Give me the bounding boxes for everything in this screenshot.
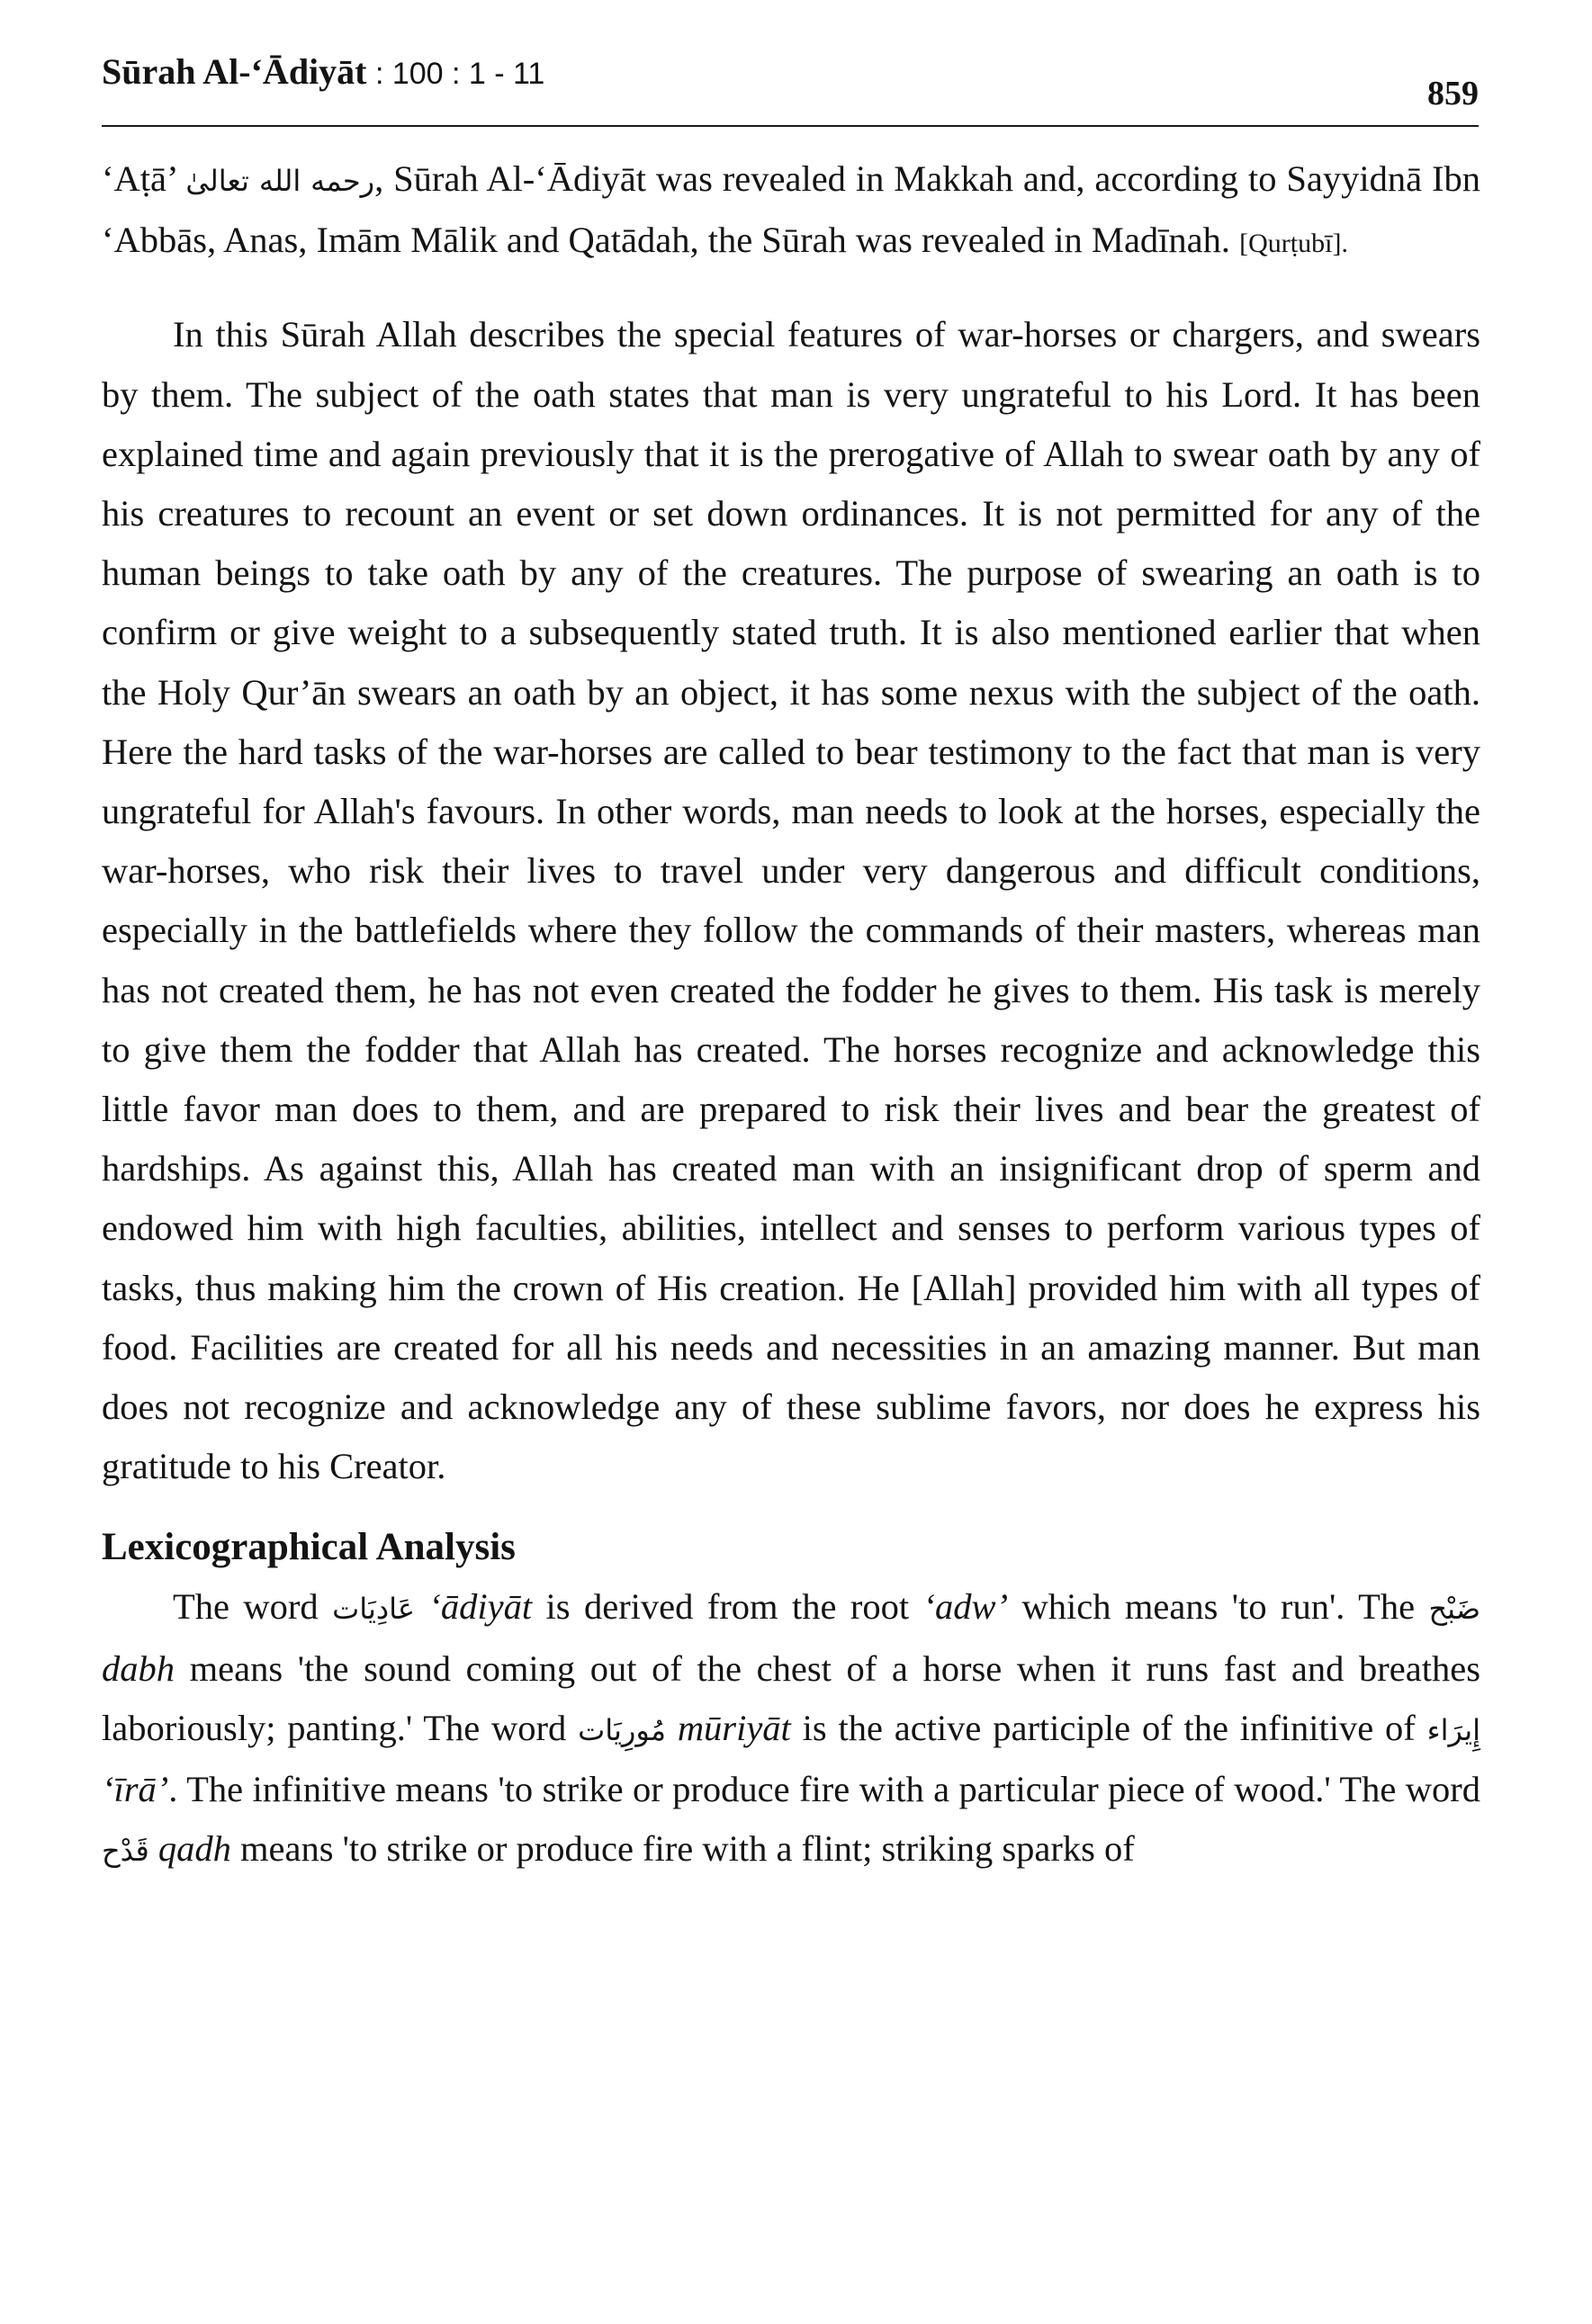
body-text — [102, 149, 1480, 1880]
text-run: which means 'to run'. The — [1008, 1586, 1429, 1628]
running-head — [102, 50, 544, 93]
arabic-word: ضَبْح — [1428, 1592, 1480, 1627]
text-run: , Sūrah Al-‘Ādiyāt was revealed in Makkah and, according to Sayyidnā Ibn ‘Abbās, Anas, Imām Mālik and Qatādah, the Sūrah was revealed in Madīnah. — [102, 158, 1481, 261]
text-run: means 'to strike or produce fire with a flint; striking sparks of — [230, 1828, 1135, 1870]
text-run: is the active participle of the infinitive of — [790, 1707, 1427, 1748]
arabic-word: مُورِيَات — [578, 1712, 666, 1747]
arabic-word: قَدْح — [102, 1834, 149, 1869]
paragraph-lexicography — [102, 1577, 1480, 1880]
arabic-honorific: رحمه الله تعالیٰ — [185, 164, 375, 198]
section-heading: Lexicographical Analysis — [102, 1526, 516, 1569]
arabic-word: إِيرَاء — [1426, 1712, 1480, 1747]
text-run: means 'the sound coming out of the chest of a horse when it runs fast and breathes laboriously; panting.' The word — [102, 1647, 1480, 1748]
text-run — [149, 1828, 158, 1869]
surah-title: Sūrah Al-‘Ādiyāt — [102, 51, 367, 92]
paragraph-revelation — [102, 149, 1480, 274]
text-run: is derived from the root — [532, 1586, 923, 1628]
text-run: The word — [173, 1586, 333, 1628]
text-run — [666, 1708, 678, 1748]
transliteration: ‘ādiyāt — [428, 1586, 533, 1628]
paragraph-oath: In this Sūrah Allah describes the special features of war-horses or chargers, and swears by them. The subject of the oath states that man is very ungrateful to his Lord. It has been explained time and again previously that it is the prerogative of Allah to swear oath by any of his creatures to recount an event or set down ordinances. It is not permitted for any of the human beings to take oath by any of the creatures. The purpose of swearing an oath is to confirm or give weight to a subsequently stated truth. It is also mentioned earlier that when the Holy Qur’ān swears an oath by an object, it has some nexus with the subject of the oath. Here the hard tasks of the war-horses are called to bear testimony to the fact that man is very ungrateful for Allah's favours. In other words, man needs to look at the horses, especially the war-horses, who risk their lives to travel under very dangerous and difficult conditions, especially in the battlefields where they follow the commands of their masters, whereas man has not created them, he has not even created the fodder he gives to them. His task is merely to give them the fodder that Allah has created. The horses recognize and acknowledge this little favor man does to them, and are prepared to risk their lives and bear the greatest of hardships. As against this, Allah has created man with an insignificant drop of sperm and endowed him with high faculties, abilities, intellect and senses to perform various types of tasks, thus making him the crown of His creation. He [Allah] provided him with all types of food. Facilities are created for all his needs and necessities in an amazing manner. But man does not recognize and acknowledge any of these sublime favors, nor does he express his gratitude to his Creator. — [102, 314, 1480, 1487]
transliteration: qadh — [157, 1828, 231, 1870]
transliteration: dabh — [102, 1647, 175, 1689]
arabic-word: عَادِيَات — [332, 1592, 415, 1627]
page-number: 859 — [1427, 75, 1479, 112]
transliteration: ‘adw’ — [922, 1586, 1009, 1628]
transliteration: mūriyāt — [677, 1707, 791, 1748]
transliteration: ‘īrā’ — [102, 1769, 169, 1810]
page-header — [102, 40, 1479, 122]
text-run: . The infinitive means 'to strike or produce fire with a particular piece of wood.' The word — [168, 1769, 1480, 1810]
header-rule — [102, 125, 1479, 127]
text-run — [415, 1586, 428, 1627]
citation: [Qurṭubī]. — [1239, 229, 1348, 259]
verse-reference: : 100 : 1 - 11 — [366, 57, 545, 91]
text-run: ‘Aṭā’ — [102, 158, 186, 199]
